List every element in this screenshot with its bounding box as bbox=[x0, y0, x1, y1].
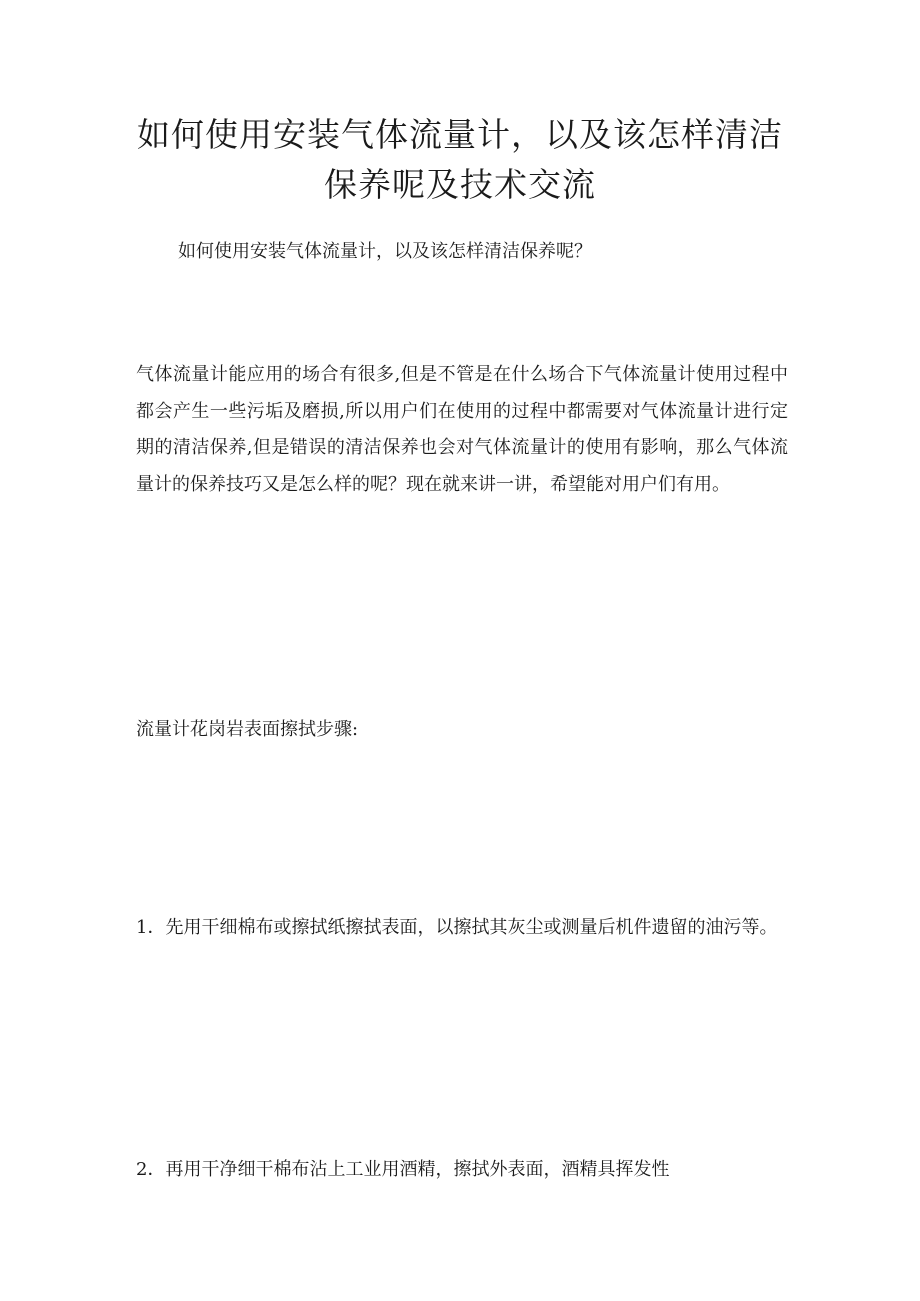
document-subtitle: 如何使用安装气体流量计，以及该怎样清洁保养呢？ bbox=[178, 241, 592, 262]
steps-heading: 流量计花岗岩表面擦拭步骤: bbox=[136, 719, 359, 740]
title-line-1: 如何使用安装气体流量计，以及该怎样清洁 bbox=[137, 115, 783, 154]
title-line-2: 保养呢及技术交流 bbox=[324, 165, 596, 204]
intro-paragraph: 气体流量计能应用的场合有很多,但是不管是在什么场合下气体流量计使用过程中都会产生一些污垢及磨损,所以用户们在使用的过程中都需要对气体流量计进行定期的清洁保养,但是错误的清洁保养也会对气体流量计的使用有影响，那么气体流量计的保养技巧又是怎么样的呢？现在就来讲一讲，希望能对用户们有用。 bbox=[136, 364, 788, 495]
document-title bbox=[100, 110, 820, 210]
step-1-paragraph: 1．先用干细棉布或擦拭纸擦拭表面，以擦拭其灰尘或测量后机件遗留的油污等。 bbox=[136, 917, 778, 938]
step-2-paragraph: 2．再用干净细干棉布沾上工业用酒精，擦拭外表面，酒精具挥发性 bbox=[136, 1159, 670, 1180]
